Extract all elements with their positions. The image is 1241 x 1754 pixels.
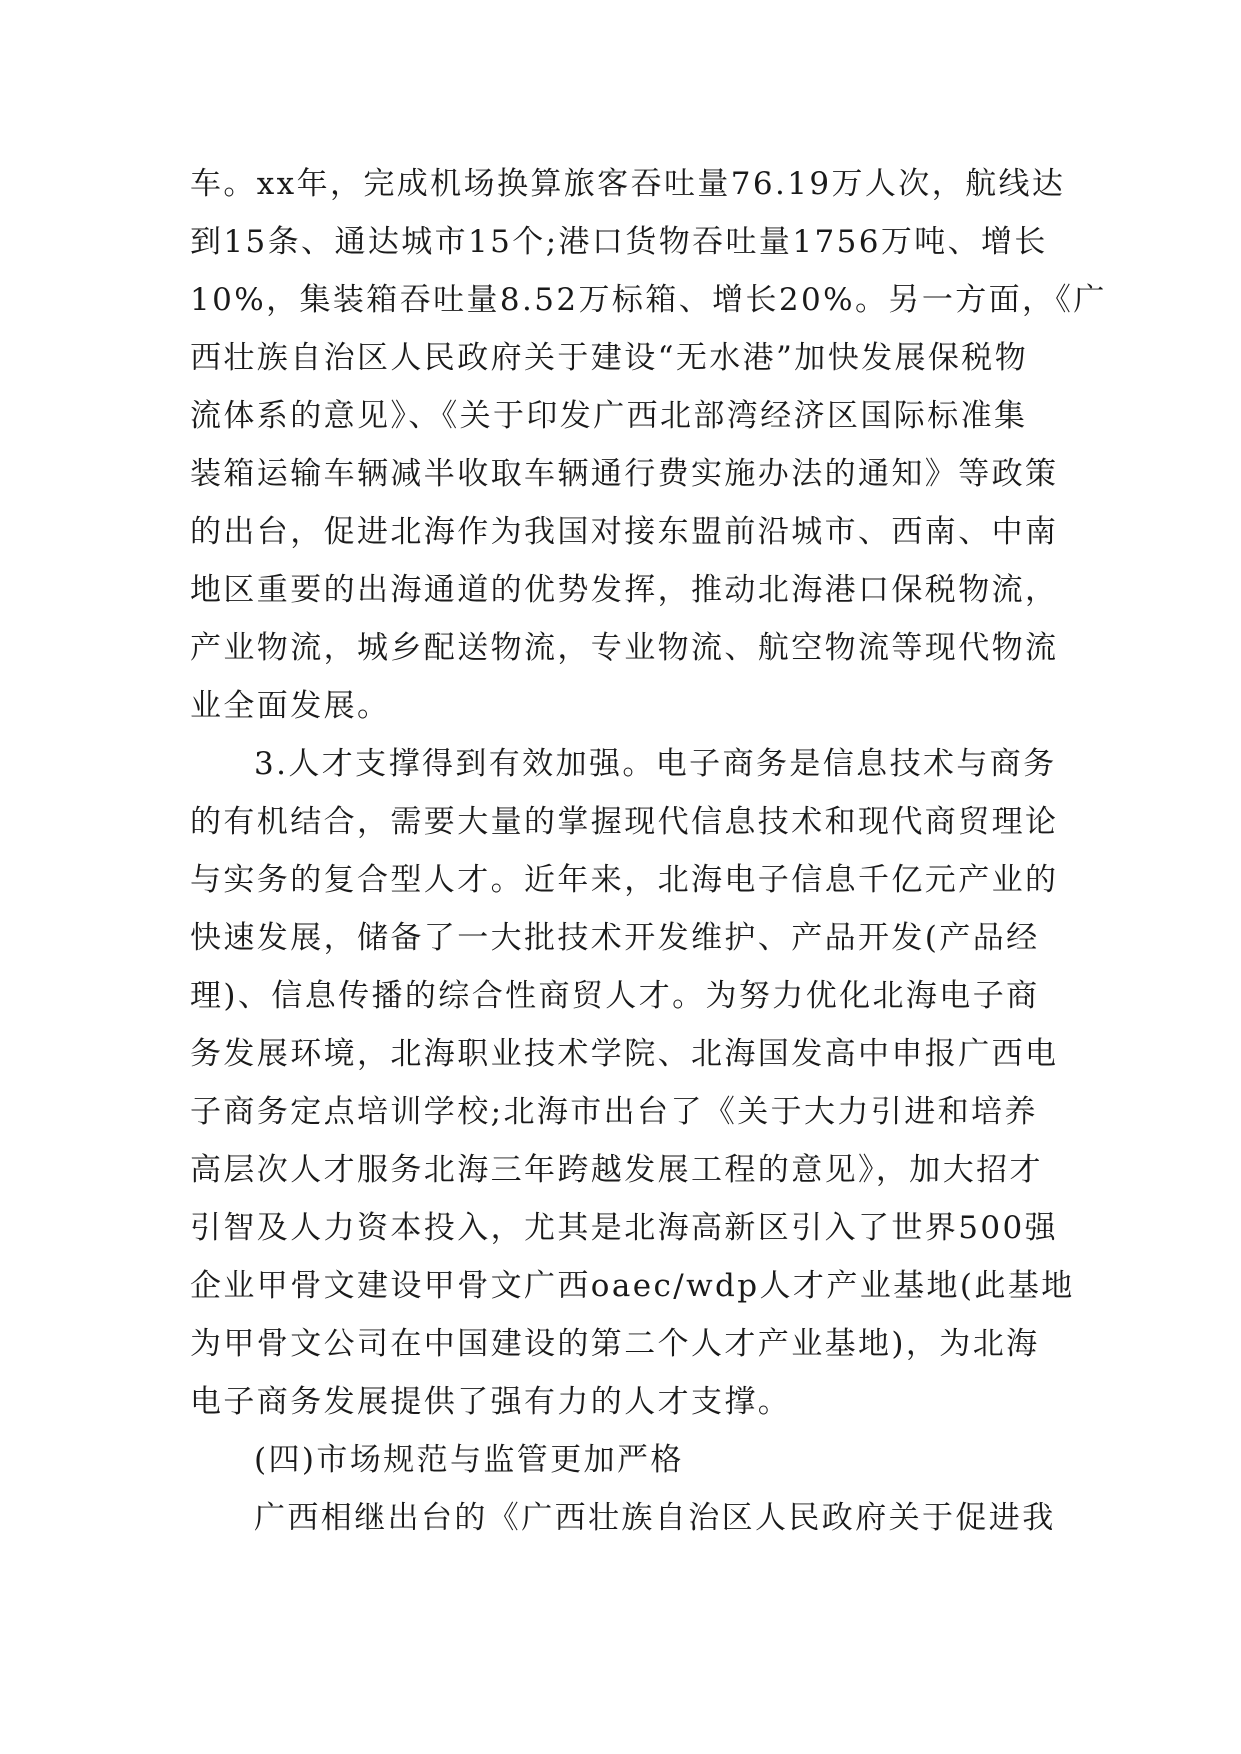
text-line: 务发展环境，北海职业技术学院、北海国发高中申报广西电 [190, 1036, 1059, 1072]
section-heading-text: (四)市场规范与监管更加严格 [254, 1442, 684, 1478]
text-line: 的有机结合，需要大量的掌握现代信息技术和现代商贸理论 [190, 804, 1059, 840]
section-heading [190, 1431, 1070, 1489]
text-line: 地区重要的出海通道的优势发挥，推动北海港口保税物流， [190, 572, 1059, 608]
text-line: 流体系的意见》、《关于印发广西北部湾经济区国际标准集 [190, 398, 1028, 434]
text-line: 3.人才支撑得到有效加强。电子商务是信息技术与商务 [254, 746, 1057, 782]
text-line: 企业甲骨文建设甲骨文广西oaec/wdp人才产业基地(此基地 [190, 1268, 1075, 1304]
paragraph-talent [190, 735, 1075, 1431]
text-line: 的出台，促进北海作为我国对接东盟前沿城市、西南、中南 [190, 514, 1059, 550]
text-line: 到15条、通达城市15个;港口货物吞吐量1756万吨、增长 [190, 224, 1048, 260]
text-line: 车。xx年，完成机场换算旅客吞吐量76.19万人次，航线达 [190, 166, 1066, 202]
paragraph-market [190, 1489, 1070, 1547]
text-line: 广西相继出台的《广西壮族自治区人民政府关于促进我 [254, 1500, 1056, 1536]
text-line: 西壮族自治区人民政府关于建设“无水港”加快发展保税物 [190, 340, 1029, 376]
text-line: 子商务定点培训学校;北海市出台了《关于大力引进和培养 [190, 1094, 1038, 1130]
text-line: 装箱运输车辆减半收取车辆通行费实施办法的通知》等政策 [190, 456, 1059, 492]
document-body [190, 155, 1107, 1547]
text-line: 引智及人力资本投入，尤其是北海高新区引入了世界500强 [190, 1210, 1058, 1246]
text-line: 10%，集装箱吞吐量8.52万标箱、增长20%。另一方面，《广 [190, 282, 1107, 318]
text-line: 产业物流，城乡配送物流，专业物流、航空物流等现代物流 [190, 630, 1059, 666]
paragraph-logistics [190, 155, 1107, 735]
text-line: 高层次人才服务北海三年跨越发展工程的意见》，加大招才 [190, 1152, 1043, 1188]
text-line: 与实务的复合型人才。近年来，北海电子信息千亿元产业的 [190, 862, 1059, 898]
text-line: 为甲骨文公司在中国建设的第二个人才产业基地)，为北海 [190, 1326, 1040, 1362]
text-line: 电子商务发展提供了强有力的人才支撑。 [190, 1384, 792, 1420]
text-line: 快速发展，储备了一大批技术开发维护、产品开发(产品经 [190, 920, 1040, 956]
text-line: 业全面发展。 [190, 688, 391, 724]
text-line: 理)、信息传播的综合性商贸人才。为努力优化北海电子商 [190, 978, 1040, 1014]
